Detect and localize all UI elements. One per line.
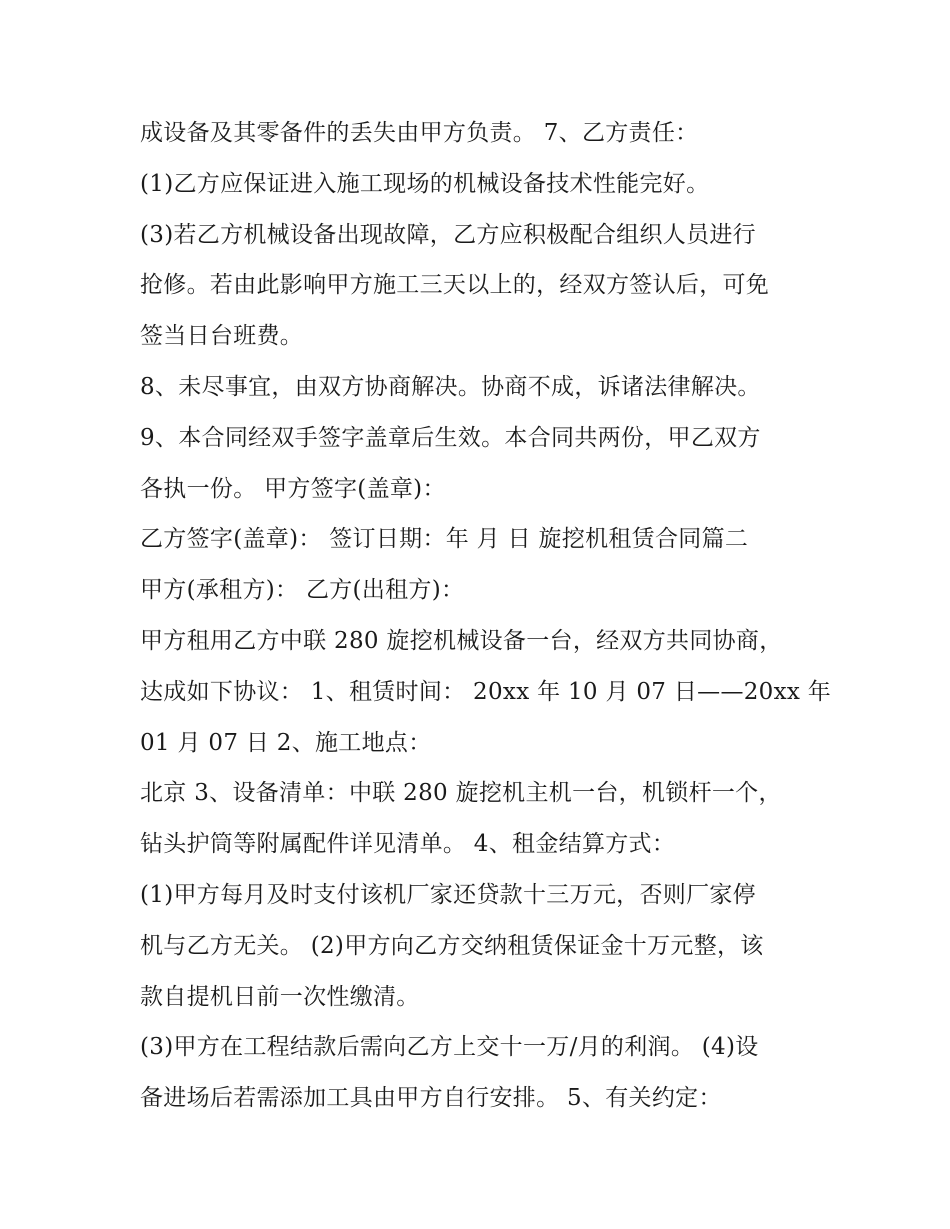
text-line: 8、未尽事宜，由双方协商解决。协商不成，诉诸法律解决。 [140, 373, 761, 400]
text-line: 01 月 07 日 2、施工地点： [140, 729, 432, 756]
text-line: 乙方签字(盖章)： 签订日期：年 月 日 旋挖机租赁合同篇二 [140, 526, 749, 553]
text-line: (1)甲方每月及时支付该机厂家还贷款十三万元，否则厂家停 [140, 881, 756, 908]
text-line: 达成如下协议： 1、租赁时间： 20xx 年 10 月 07 日——20xx 年 [140, 678, 832, 705]
text-line: (3)甲方在工程结款后需向乙方上交十一万/月的利润。 (4)设 [140, 1034, 759, 1061]
text-line: 机与乙方无关。 (2)甲方向乙方交纳租赁保证金十万元整，该 [140, 932, 764, 959]
text-line: 甲方租用乙方中联 280 旋挖机械设备一台，经双方共同协商， [140, 627, 783, 654]
text-line: 成设备及其零备件的丢失由甲方负责。 7、乙方责任： [140, 120, 699, 146]
contract-text-body [140, 108, 830, 1124]
text-line: 北京 3、设备清单：中联 280 旋挖机主机一台，机锁杆一个， [140, 780, 782, 807]
text-line: 抢修。若由此影响甲方施工三天以上的，经双方签认后，可免 [140, 272, 770, 299]
text-line: (1)乙方应保证进入施工现场的机械设备技术性能完好。 [140, 170, 710, 197]
text-line: 款自提机日前一次性缴清。 [140, 983, 420, 1010]
text-line: 甲方(承租方)： 乙方(出租方)： [140, 577, 465, 604]
text-line: 9、本合同经双手签字盖章后生效。本合同共两份，甲乙双方 [140, 424, 761, 451]
text-line: 各执一份。 甲方签字(盖章)： [140, 475, 446, 502]
text-line: (3)若乙方机械设备出现故障，乙方应积极配合组织人员进行 [140, 221, 756, 248]
text-line: 钻头护筒等附属配件详见清单。 4、租金结算方式： [140, 831, 676, 858]
text-line: 备进场后若需添加工具由甲方自行安排。 5、有关约定： [140, 1085, 722, 1112]
text-line: 签当日台班费。 [140, 323, 304, 350]
